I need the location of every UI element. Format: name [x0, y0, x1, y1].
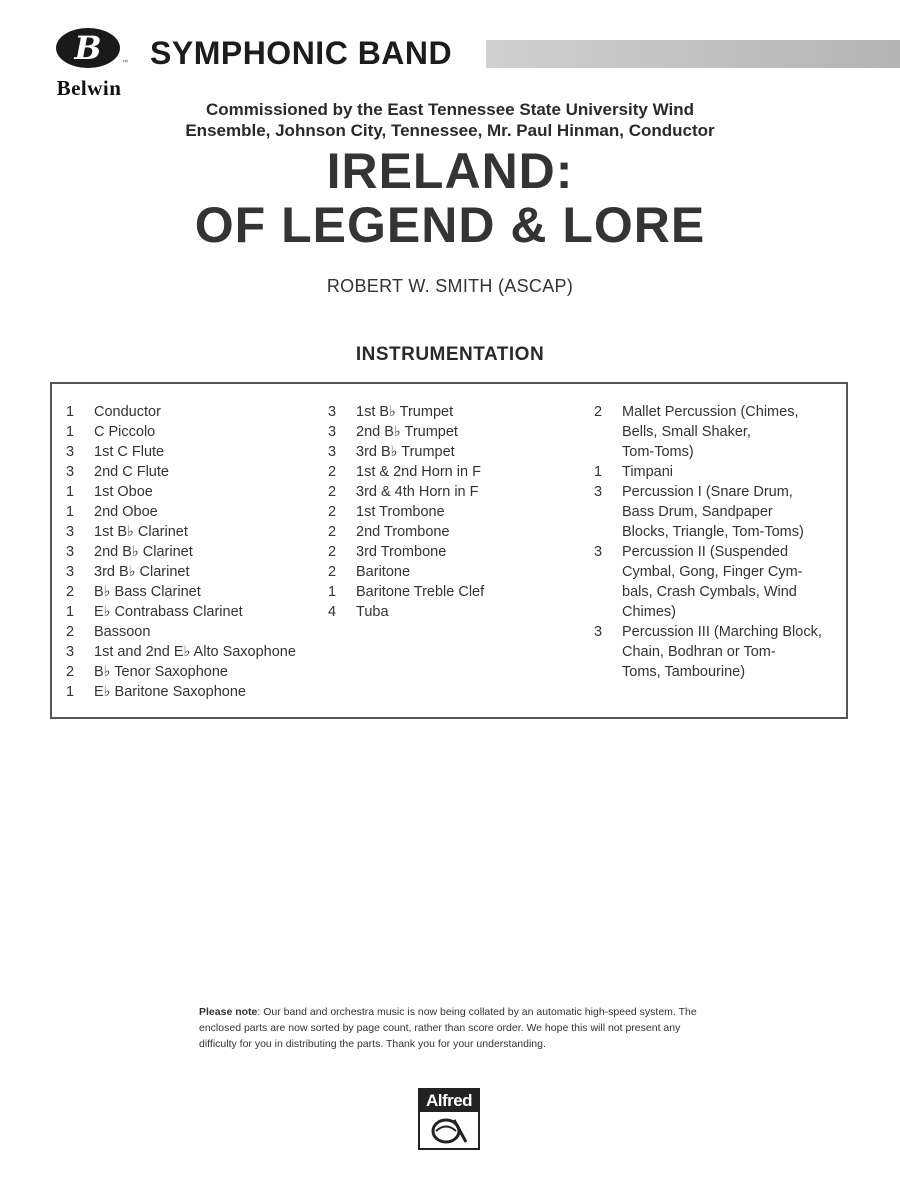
instrument-quantity: 3 [66, 464, 75, 480]
instrument-name: 1st C Flute [94, 444, 165, 460]
instrument-row [328, 402, 588, 422]
note-body: : Our band and orchestra music is now being collated by an automatic high-speed system. The enclosed parts are now sorted by page count, rather than score order. We hope this will not present any difficulty for you in distributing the parts. Thank you for your understanding. [199, 1006, 697, 1050]
instrument-row [66, 422, 328, 442]
instrument-quantity: 3 [66, 524, 75, 540]
instrument-row [328, 502, 588, 522]
instrument-quantity: 2 [328, 464, 337, 480]
instrument-row [328, 602, 588, 622]
instrument-row [328, 482, 588, 502]
instrument-quantity: 1 [594, 464, 603, 480]
instrument-name: B♭ Tenor Saxophone [94, 664, 228, 680]
instrument-name: 1st Oboe [94, 484, 153, 500]
instrument-row [328, 462, 588, 482]
instrument-row [594, 462, 844, 482]
instrument-quantity: 2 [328, 564, 337, 580]
instrument-quantity: 2 [594, 404, 603, 420]
instrument-name: Cymbal, Gong, Finger Cym- [622, 564, 803, 580]
belwin-badge-letter: B [74, 29, 102, 67]
instrument-row [66, 682, 328, 702]
instrument-row [66, 402, 328, 422]
instrument-name: 2nd B♭ Clarinet [94, 544, 193, 560]
instrument-row [66, 562, 328, 582]
instrument-name: Chimes) [622, 604, 676, 620]
piece-title-line-2: OF LEGEND & LORE [194, 197, 706, 253]
instrument-name: Baritone [356, 564, 411, 580]
instrument-row [594, 502, 844, 522]
instrument-row [66, 582, 328, 602]
instrument-name: 1st B♭ Clarinet [94, 524, 188, 540]
instrument-row [328, 542, 588, 562]
instrument-quantity: 3 [66, 644, 75, 660]
instrument-name: Baritone Treble Clef [356, 584, 485, 600]
instrument-name: Chain, Bodhran or Tom- [622, 644, 776, 660]
instrument-name: C Piccolo [94, 424, 156, 440]
instrumentation-box [50, 382, 848, 719]
instrument-row [66, 622, 328, 642]
instrument-quantity: 2 [66, 584, 75, 600]
instrument-name: Tom-Toms) [622, 444, 694, 460]
instrument-name: Toms, Tambourine) [622, 664, 746, 680]
instrument-quantity [594, 642, 622, 662]
instrument-quantity: 1 [66, 424, 75, 440]
instrument-quantity [594, 502, 622, 522]
note-lead: Please note [199, 1006, 258, 1018]
instrument-name: Tuba [356, 604, 389, 620]
instrument-name: Timpani [622, 464, 674, 480]
instrument-quantity: 3 [66, 444, 75, 460]
instrument-name: 2nd B♭ Trumpet [356, 424, 458, 440]
piece-title-line-1: IRELAND: [326, 143, 574, 199]
commission-line-1: Commissioned by the East Tennessee State University Wind [206, 100, 694, 119]
instrument-name: E♭ Contrabass Clarinet [94, 604, 243, 620]
instrument-quantity: 2 [328, 484, 337, 500]
instrument-name: 1st B♭ Trumpet [356, 404, 454, 420]
instrument-name: Conductor [94, 404, 161, 420]
belwin-logo [34, 24, 144, 104]
instrument-row [66, 462, 328, 482]
instrument-name: Bassoon [94, 624, 151, 640]
instrument-quantity: 3 [594, 544, 603, 560]
instrument-row [594, 622, 844, 642]
instrumentation-column-woodwinds [66, 402, 328, 702]
instrument-row [594, 442, 844, 462]
instrument-quantity: 2 [66, 664, 75, 680]
instrument-name: E♭ Baritone Saxophone [94, 684, 246, 700]
alfred-emblem-icon [426, 1116, 472, 1146]
instrument-quantity [594, 602, 622, 622]
alfred-logo [418, 1088, 480, 1150]
alfred-logo-text: Alfred [420, 1090, 478, 1112]
instrument-name: 3rd & 4th Horn in F [356, 484, 479, 500]
instrument-row [594, 422, 844, 442]
instrument-quantity: 3 [66, 544, 75, 560]
instrument-row [594, 602, 844, 622]
instrument-row [66, 642, 328, 662]
instrumentation-column-percussion [594, 402, 844, 682]
instrument-name: 2nd C Flute [94, 464, 169, 480]
instrument-quantity [594, 442, 622, 462]
collation-note [199, 1004, 719, 1052]
instrument-name: B♭ Bass Clarinet [94, 584, 201, 600]
instrument-quantity [594, 582, 622, 602]
instrument-row [594, 662, 844, 682]
instrument-row [594, 522, 844, 542]
instrument-quantity: 3 [328, 404, 337, 420]
instrument-name: Mallet Percussion (Chimes, [622, 404, 799, 420]
belwin-brand-name: Belwin [56, 76, 122, 100]
instrument-name: 3rd Trombone [356, 544, 447, 560]
instrument-quantity: 3 [328, 444, 337, 460]
instrument-name: Percussion II (Suspended [622, 544, 789, 560]
instrument-quantity: 1 [66, 404, 75, 420]
instrument-quantity: 3 [328, 424, 337, 440]
instrument-row [594, 562, 844, 582]
instrument-name: 1st and 2nd E♭ Alto Saxophone [94, 644, 296, 660]
instrument-name: Bells, Small Shaker, [622, 424, 751, 440]
instrument-name: 1st Trombone [356, 504, 445, 520]
instrument-name: bals, Crash Cymbals, Wind [622, 584, 797, 600]
commission-line-2: Ensemble, Johnson City, Tennessee, Mr. Paul Hinman, Conductor [185, 121, 715, 140]
instrument-quantity: 2 [328, 544, 337, 560]
series-title: SYMPHONIC BAND [150, 35, 453, 71]
instrument-row [328, 562, 588, 582]
instrument-row [66, 522, 328, 542]
instrument-name: 3rd B♭ Trumpet [356, 444, 455, 460]
instrument-row [594, 582, 844, 602]
instrument-row [328, 522, 588, 542]
instrument-quantity: 3 [66, 564, 75, 580]
instrument-quantity: 2 [328, 504, 337, 520]
instrument-row [328, 442, 588, 462]
instrument-quantity: 4 [328, 604, 337, 620]
instrument-row [66, 502, 328, 522]
instrument-row [594, 642, 844, 662]
instrument-name: Blocks, Triangle, Tom-Toms) [622, 524, 804, 540]
instrument-quantity [594, 422, 622, 442]
instrument-quantity: 1 [66, 484, 75, 500]
instrument-row [594, 402, 844, 422]
instrument-row [594, 482, 844, 502]
instrument-name: 3rd B♭ Clarinet [94, 564, 190, 580]
instrument-row [66, 602, 328, 622]
instrument-quantity: 2 [328, 524, 337, 540]
instrumentation-heading: INSTRUMENTATION [355, 344, 545, 365]
instrument-row [66, 662, 328, 682]
instrument-quantity [594, 522, 622, 542]
instrument-quantity: 2 [66, 624, 75, 640]
instrument-quantity [594, 662, 622, 682]
instrument-row [594, 542, 844, 562]
instrument-row [328, 582, 588, 602]
instrument-name: Percussion III (Marching Block, [622, 624, 822, 640]
instrument-name: Percussion I (Snare Drum, [622, 484, 793, 500]
instrument-name: Bass Drum, Sandpaper [622, 504, 773, 520]
instrument-quantity [594, 562, 622, 582]
instrument-row [66, 482, 328, 502]
instrument-quantity: 1 [66, 604, 75, 620]
instrument-name: 2nd Oboe [94, 504, 158, 520]
trademark-mark: ™ [122, 60, 128, 66]
instrument-name: 2nd Trombone [356, 524, 450, 540]
instrument-quantity: 3 [594, 624, 603, 640]
instrument-row [66, 442, 328, 462]
instrument-row [66, 542, 328, 562]
series-header-bar [486, 40, 900, 68]
instrument-quantity: 3 [594, 484, 603, 500]
instrument-name: 1st & 2nd Horn in F [356, 464, 481, 480]
instrument-quantity: 1 [66, 684, 75, 700]
instrument-quantity: 1 [66, 504, 75, 520]
composer-credit: ROBERT W. SMITH (ASCAP) [326, 276, 574, 296]
instrument-row [328, 422, 588, 442]
instrument-quantity: 1 [328, 584, 337, 600]
belwin-badge-icon [56, 28, 120, 68]
instrumentation-column-brass [328, 402, 588, 622]
